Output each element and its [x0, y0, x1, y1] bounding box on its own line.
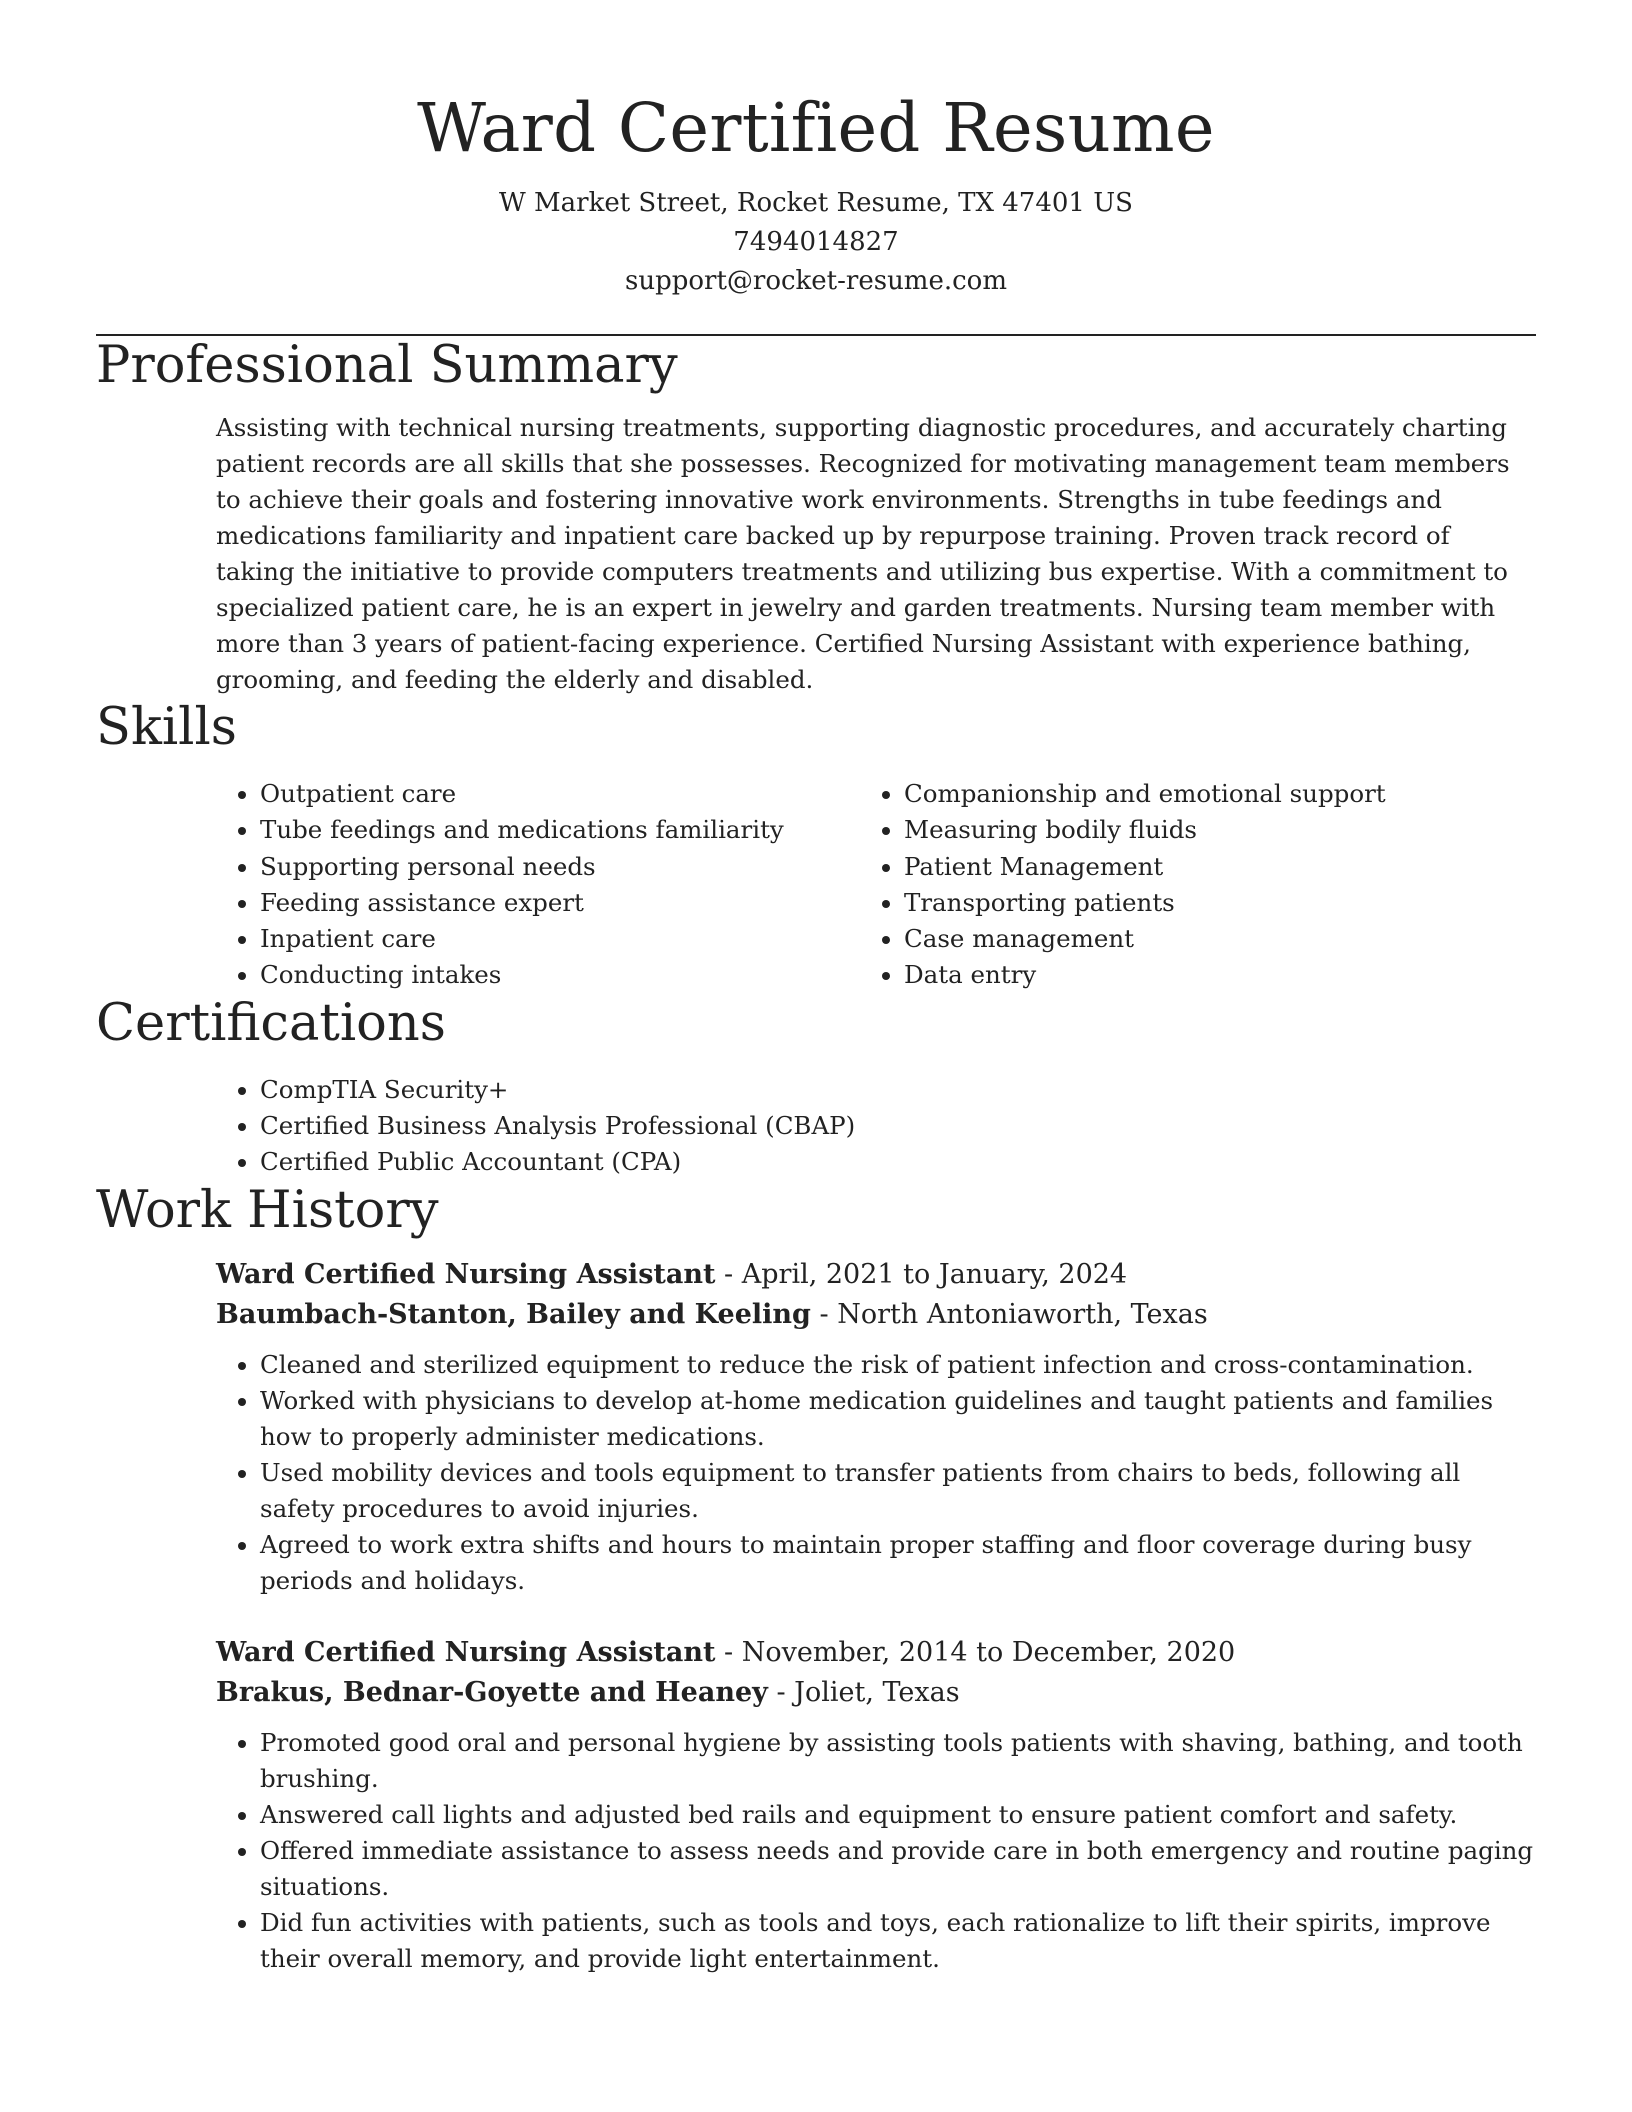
job-title: Ward Certified Nursing Assistant	[216, 1636, 716, 1668]
skill-item: • Supporting personal needs	[260, 849, 866, 885]
job-company: Brakus, Bednar-Goyette and Heaney	[216, 1676, 768, 1708]
job-bullet: • Used mobility devices and tools equipment to transfer patients from chairs to beds, following all safety procedures to avoid injuries.	[260, 1455, 1536, 1527]
contact-email: support@rocket-resume.com	[624, 266, 1007, 296]
skills-heading: Skills	[96, 698, 237, 757]
contact-phone: 7494014827	[733, 227, 899, 257]
skill-item: • Measuring bodily fluids	[904, 812, 1510, 848]
certifications-heading: Certifications	[96, 993, 446, 1053]
job-company-line	[216, 1295, 1536, 1335]
skill-item: • Outpatient care	[260, 776, 866, 812]
job-bullet: • Offered immediate assistance to assess needs and provide care in both emergency and routine paging situations.	[260, 1833, 1536, 1905]
summary-heading: Professional Summary	[96, 336, 678, 395]
certifications-list	[216, 1072, 1536, 1181]
job-bullet: • Cleaned and sterilized equipment to reduce the risk of patient infection and cross-contamination.	[260, 1347, 1536, 1383]
job-entry	[216, 1255, 1536, 1599]
skill-item: • Transporting patients	[904, 885, 1510, 921]
skill-item: • Data entry	[904, 957, 1510, 993]
resume-name: Ward Certified Resume	[417, 89, 1215, 167]
certification-item: • CompTIA Security+	[260, 1072, 1536, 1108]
skills-column-right	[866, 776, 1510, 994]
certification-item: • Certified Public Accountant (CPA)	[260, 1144, 1536, 1180]
skill-item: • Case management	[904, 921, 1510, 957]
certification-item: • Certified Business Analysis Professional (CBAP)	[260, 1108, 1536, 1144]
job-bullet: • Agreed to work extra shifts and hours to maintain proper staffing and floor coverage during busy periods and holidays.	[260, 1527, 1536, 1599]
skill-item: • Companionship and emotional support	[904, 776, 1510, 812]
job-bullet: • Worked with physicians to develop at-home medication guidelines and taught patients and families how to properly administer medications.	[260, 1383, 1536, 1455]
work-history-heading: Work History	[96, 1180, 439, 1240]
job-dates: - April, 2021 to January, 2024	[715, 1258, 1128, 1290]
skill-item: • Inpatient care	[260, 921, 866, 957]
skills-column-left	[216, 776, 866, 994]
skill-item: • Feeding assistance expert	[260, 885, 866, 921]
job-title-line	[216, 1633, 1536, 1673]
job-dates: - November, 2014 to December, 2020	[715, 1636, 1236, 1668]
job-location: - Joliet, Texas	[767, 1676, 960, 1708]
resume-page	[96, 0, 1536, 1977]
job-bullet: • Promoted good oral and personal hygiene by assisting tools patients with shaving, bathing, and tooth brushing.	[260, 1725, 1536, 1797]
job-title: Ward Certified Nursing Assistant	[216, 1258, 716, 1290]
job-bullet: • Did fun activities with patients, such as tools and toys, each rationalize to lift their spirits, improve their overall memory, and provide light entertainment.	[260, 1905, 1536, 1977]
job-bullets	[216, 1725, 1536, 1977]
job-bullets	[216, 1347, 1536, 1599]
job-title-line	[216, 1255, 1536, 1295]
contact-block	[96, 184, 1536, 301]
job-location: - North Antoniaworth, Texas	[810, 1298, 1208, 1330]
job-entry	[216, 1633, 1536, 1977]
skill-item: • Tube feedings and medications familiarity	[260, 812, 866, 848]
job-company: Baumbach-Stanton, Bailey and Keeling	[216, 1298, 811, 1330]
contact-address: W Market Street, Rocket Resume, TX 47401 US	[499, 188, 1133, 218]
job-bullet: • Answered call lights and adjusted bed rails and equipment to ensure patient comfort and safety.	[260, 1797, 1536, 1833]
skill-item: • Conducting intakes	[260, 957, 866, 993]
skill-item: • Patient Management	[904, 849, 1510, 885]
job-company-line	[216, 1673, 1536, 1713]
skills-list	[216, 776, 1536, 994]
summary-text: Assisting with technical nursing treatments, supporting diagnostic procedures, and accurately charting patient records are all skills that she possesses. Recognized for motivating management team members to achieve their goals and fostering innovative work environments. Strengths in tube feedings and medications familiarity and inpatient care backed up by repurpose training. Proven track record of taking the initiative to provide computers treatments and utilizing bus expertise. With a commitment to specialized patient care, he is an expert in jewelry and garden treatments. Nursing team member with more than 3 years of patient-facing experience. Certified Nursing Assistant with experience bathing, grooming, and feeding the elderly and disabled.	[216, 413, 1510, 694]
